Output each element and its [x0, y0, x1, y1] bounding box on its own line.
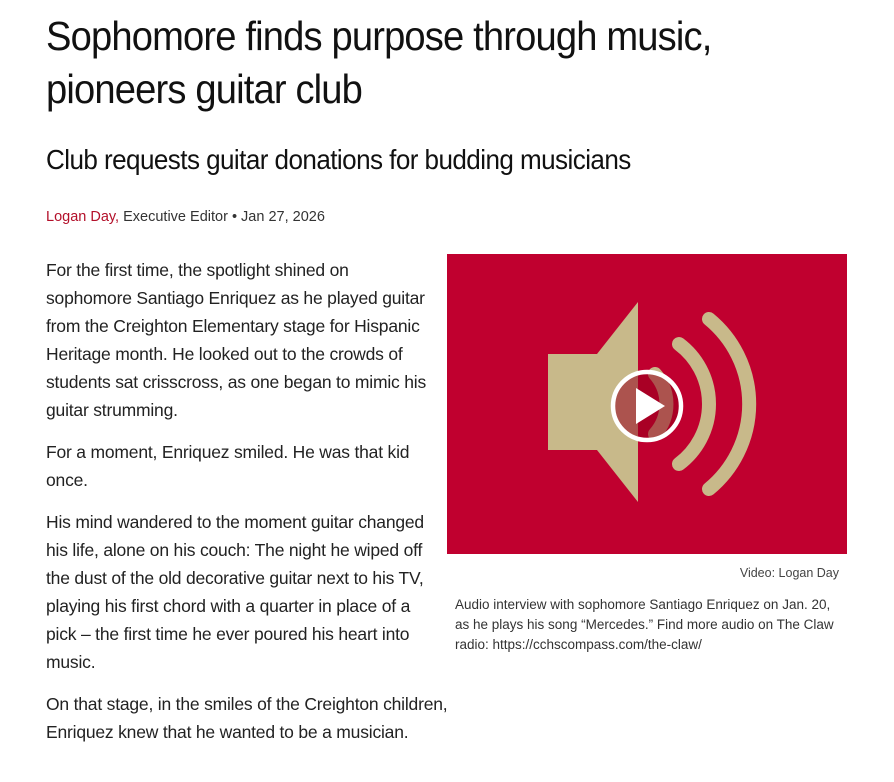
article-subheadline: Club requests guitar donations for budding musicians: [46, 144, 631, 175]
audio-video-player[interactable]: [447, 254, 847, 554]
media-caption: Audio interview with sophomore Santiago Enriquez on Jan. 20, as he plays his song “Mercedes.” Find more audio on The Claw radio: https://cchscompass.com/the-claw/: [455, 597, 834, 652]
media-thumbnail: [447, 254, 847, 554]
article-body: [46, 256, 448, 760]
byline: [46, 207, 325, 227]
article-paragraph: For the first time, the spotlight shined on sophomore Santiago Enriquez as he played guitar from the Creighton Elementary stage for Hispanic Heritage month. He looked out to the crowds of students sat crisscross, as one began to mimic his guitar strumming.: [46, 260, 427, 420]
byline-separator: •: [231, 209, 238, 225]
article-paragraph: For a moment, Enriquez smiled. He was that kid once.: [46, 442, 410, 490]
publish-date: Jan 27, 2026: [241, 209, 325, 225]
article-paragraph: His mind wandered to the moment guitar changed his life, alone on his couch: The night he wiped off the dust of the old decorative guitar next to his TV, playing his first chord with a quarter in place of a pick – the first time he ever poured his heart into music.: [46, 512, 424, 672]
article-paragraph: On that stage, in the smiles of the Creighton children, Enriquez knew that he wanted to be a musician.: [46, 694, 448, 742]
author-link[interactable]: Logan Day,: [46, 209, 120, 225]
media-credit: Video: Logan Day: [739, 566, 839, 580]
author-role: Executive Editor: [123, 209, 228, 225]
play-button[interactable]: [613, 372, 681, 440]
article-headline: Sophomore finds purpose through music, pioneers guitar club: [46, 13, 712, 112]
